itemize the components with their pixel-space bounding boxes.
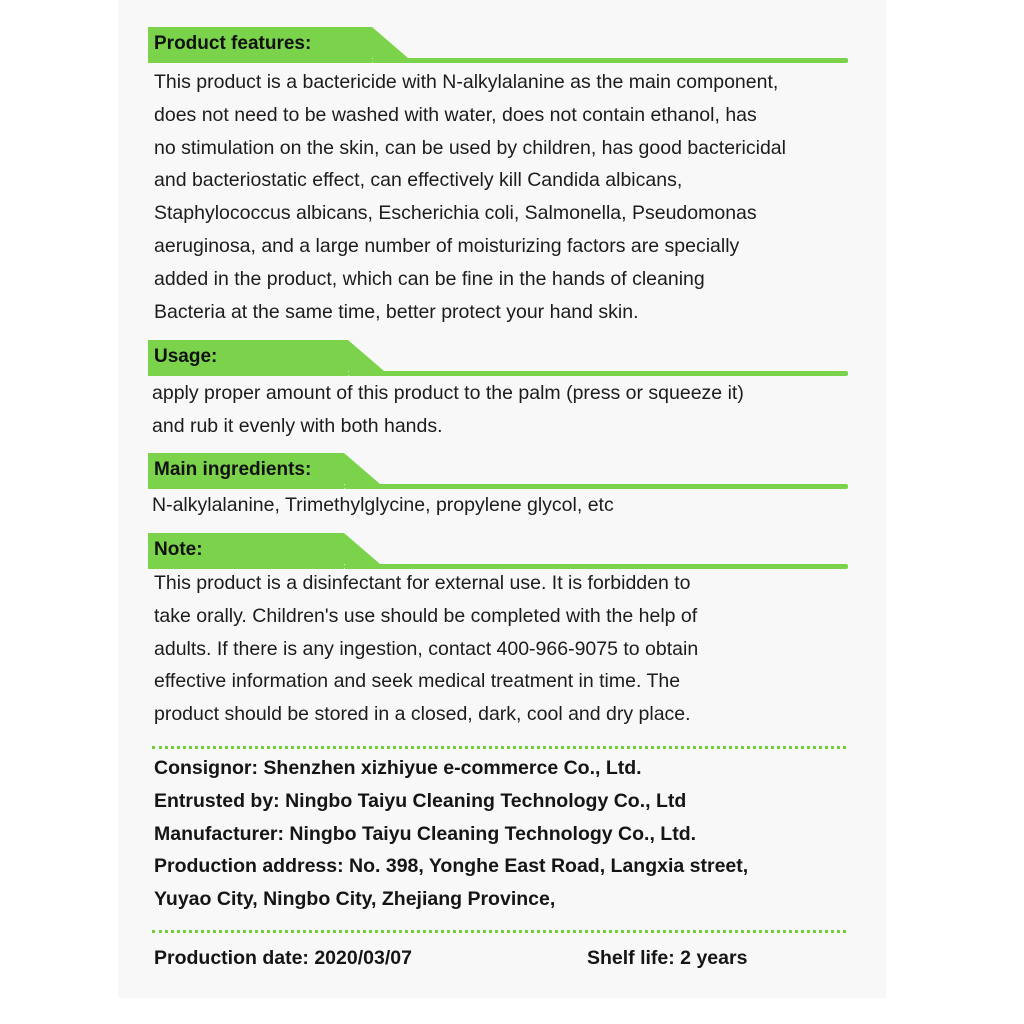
note-text bbox=[154, 567, 874, 731]
usage-line: apply proper amount of this product to the palm (press or squeeze it) bbox=[152, 382, 744, 404]
note-line: take orally. Children's use should be completed with the help of bbox=[154, 604, 698, 627]
consignor-line: Consignor: Shenzhen xizhiyue e-commerce Co., Ltd. bbox=[154, 757, 642, 779]
usage-title: Usage: bbox=[154, 346, 218, 367]
ingredients-title: Main ingredients: bbox=[154, 459, 312, 480]
features-line: added in the product, which can be fine in the hands of cleaning bbox=[154, 267, 705, 290]
address-line: Production address: No. 398, Yonghe East Road, Langxia street, bbox=[154, 855, 749, 878]
features-line: This product is a bactericide with N-alkylalanine as the main component, bbox=[154, 71, 779, 93]
features-line: Staphylococcus albicans, Escherichia coli, Salmonella, Pseudomonas bbox=[154, 202, 757, 225]
features-title: Product features: bbox=[154, 33, 312, 54]
note-line: adults. If there is any ingestion, contact 400-966-9075 to obtain bbox=[154, 637, 699, 660]
features-line: does not need to be washed with water, does not contain ethanol, has bbox=[154, 103, 757, 126]
features-line: and bacteriostatic effect, can effectively kill Candida albicans, bbox=[154, 169, 683, 192]
features-header bbox=[148, 27, 848, 63]
features-text bbox=[154, 66, 874, 328]
note-header-bar bbox=[148, 533, 848, 569]
ingredients-line: N-alkylalanine, Trimethylglycine, propylene glycol, etc bbox=[152, 494, 614, 516]
features-line: Bacteria at the same time, better protect your hand skin. bbox=[154, 300, 639, 323]
usage-line: and rub it evenly with both hands. bbox=[152, 414, 443, 437]
manufacturer-line: Manufacturer: Ningbo Taiyu Cleaning Technology Co., Ltd. bbox=[154, 822, 697, 845]
note-line: This product is a disinfectant for external use. It is forbidden to bbox=[154, 572, 691, 594]
note-line: product should be stored in a closed, dark, cool and dry place. bbox=[154, 703, 691, 726]
ingredients-text bbox=[152, 489, 872, 522]
company-info bbox=[154, 752, 874, 916]
production-date: Production date: 2020/03/07 bbox=[154, 947, 412, 969]
address-line-2: Yuyao City, Ningbo City, Zhejiang Province, bbox=[154, 888, 556, 911]
usage-header-bar bbox=[148, 340, 848, 376]
note-header bbox=[148, 533, 848, 569]
note-line: effective information and seek medical treatment in time. The bbox=[154, 670, 681, 693]
dotted-divider bbox=[152, 930, 846, 933]
dotted-divider bbox=[152, 746, 846, 749]
features-line: no stimulation on the skin, can be used by children, has good bactericidal bbox=[154, 136, 786, 159]
usage-header bbox=[148, 340, 848, 376]
ingredients-header bbox=[148, 453, 848, 489]
usage-text bbox=[152, 377, 872, 443]
shelf-life: Shelf life: 2 years bbox=[587, 947, 748, 969]
entrusted-line: Entrusted by: Ningbo Taiyu Cleaning Technology Co., Ltd bbox=[154, 789, 687, 812]
features-line: aeruginosa, and a large number of moisturizing factors are specially bbox=[154, 234, 740, 257]
note-title: Note: bbox=[154, 539, 203, 560]
